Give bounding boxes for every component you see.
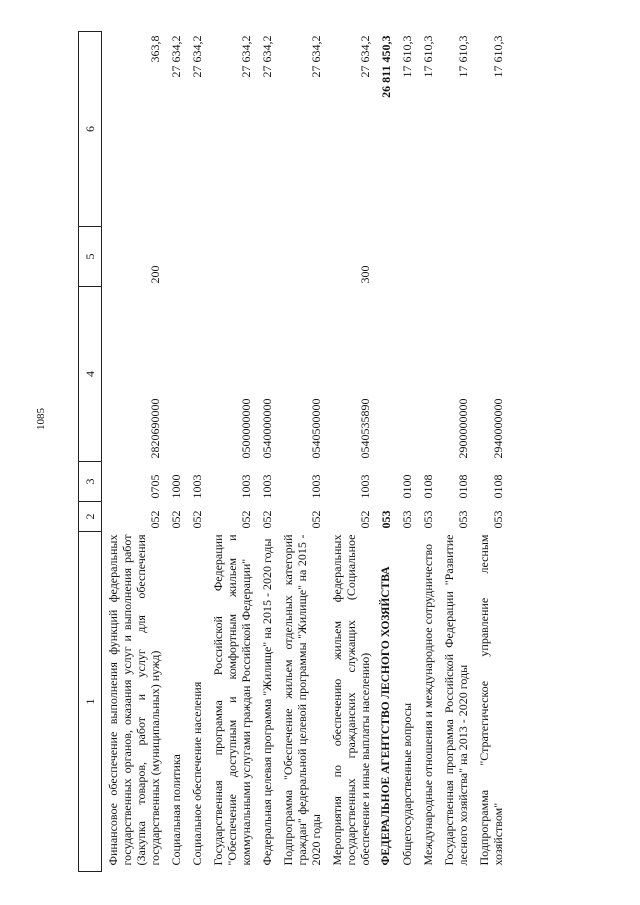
row-section-code <box>375 462 396 502</box>
row-chapter-code: 052 <box>169 510 183 529</box>
row-chapter-code: 052 <box>239 510 253 529</box>
row-amount: 27 634,2 <box>260 35 274 78</box>
row-target-code: 2820690000 <box>148 398 162 459</box>
row-chapter-code: 052 <box>148 510 162 529</box>
row-section-code: 1003 <box>358 474 372 499</box>
row-section-code: 0108 <box>456 474 470 499</box>
table-row <box>256 32 277 872</box>
row-amount: 27 634,2 <box>169 35 183 78</box>
row-target-code: 0540000000 <box>260 398 274 459</box>
row-expense-type <box>277 227 326 287</box>
row-chapter-code: 053 <box>400 510 414 529</box>
row-name: ФЕДЕРАЛЬНОЕ АГЕНТСТВО ЛЕСНОГО ХОЗЯЙСТВА <box>380 566 392 866</box>
row-expense-type: 300 <box>358 265 372 284</box>
row-chapter-code: 053 <box>456 510 470 529</box>
column-header: 2 <box>79 502 102 532</box>
table-row <box>277 32 326 872</box>
row-target-code <box>165 287 186 462</box>
rotated-page <box>78 32 613 872</box>
table-row <box>186 32 207 872</box>
row-chapter-code: 052 <box>260 510 274 529</box>
row-chapter-code: 052 <box>309 510 323 529</box>
row-expense-type <box>396 227 417 287</box>
row-expense-type <box>438 227 473 287</box>
row-name: Социальное обеспечение населения <box>190 681 204 866</box>
row-name: Государственная программа Российской Федерации "Развитие лесного хозяйства" на 2013 - 2020 годы <box>442 534 470 866</box>
row-target-code: 0500000000 <box>239 398 253 459</box>
row-target-code: 0540535890 <box>358 398 372 459</box>
row-expense-type <box>256 227 277 287</box>
row-amount: 27 634,2 <box>358 35 372 78</box>
table-row <box>326 32 375 872</box>
table-body <box>102 32 509 872</box>
row-section-code: 1003 <box>190 474 204 499</box>
row-name: Международные отношения и международное сотрудничество <box>421 543 435 866</box>
row-amount: 17 610,3 <box>456 35 470 78</box>
row-name: Мероприятия по обеспечению жильем федеральных государственных гражданских служащих (Социальное обеспечение и иные выплаты населению) <box>330 534 372 866</box>
row-section-code: 1000 <box>169 474 183 499</box>
row-section-code: 0108 <box>421 474 435 499</box>
row-amount: 17 610,3 <box>421 35 435 78</box>
row-section-code: 1003 <box>260 474 274 499</box>
row-chapter-code: 052 <box>190 510 204 529</box>
table-row <box>417 32 438 872</box>
row-target-code <box>396 287 417 462</box>
row-expense-type <box>417 227 438 287</box>
column-header: 1 <box>79 532 102 872</box>
row-name: Государственная программа Российской Федерации "Обеспечение доступным и комфортным жильем и коммунальными услугами граждан Российской Федерации" <box>211 534 253 866</box>
row-name: Федеральная целевая программа "Жилище" на 2015 - 2020 годы <box>260 538 274 866</box>
table-row <box>375 32 396 872</box>
row-section-code: 0108 <box>491 474 505 499</box>
row-name: Социальная политика <box>169 754 183 866</box>
row-name: Общегосударственные вопросы <box>400 702 414 866</box>
row-amount: 27 634,2 <box>239 35 253 78</box>
row-name: Подпрограмма "Стратегическое управление лесным хозяйством" <box>477 534 505 866</box>
row-name: Подпрограмма "Обеспечение жильем отдельных категорий граждан" федеральной целевой программы "Жилище" на 2015 - 2020 годы <box>281 534 323 866</box>
row-amount: 27 634,2 <box>309 35 323 78</box>
row-amount: 17 610,3 <box>400 35 414 78</box>
row-expense-type <box>165 227 186 287</box>
row-target-code <box>417 287 438 462</box>
row-expense-type: 200 <box>148 265 162 284</box>
row-expense-type <box>186 227 207 287</box>
column-header: 5 <box>79 227 102 287</box>
row-target-code <box>186 287 207 462</box>
table-row <box>438 32 473 872</box>
page-number: 1085 <box>35 408 47 430</box>
row-section-code: 1003 <box>309 474 323 499</box>
column-header: 4 <box>79 287 102 462</box>
row-chapter-code: 053 <box>421 510 435 529</box>
column-header: 6 <box>79 32 102 227</box>
row-chapter-code: 053 <box>491 510 505 529</box>
row-amount: 26 811 450,3 <box>379 35 393 98</box>
row-amount: 27 634,2 <box>190 35 204 78</box>
row-section-code: 0100 <box>400 474 414 499</box>
table-row <box>165 32 186 872</box>
row-expense-type <box>375 227 396 287</box>
row-expense-type <box>473 227 508 287</box>
row-target-code: 2900000000 <box>456 398 470 459</box>
row-chapter-code: 052 <box>358 510 372 529</box>
table-row <box>473 32 508 872</box>
row-amount: 17 610,3 <box>491 35 505 78</box>
row-target-code: 0540500000 <box>309 398 323 459</box>
row-target-code <box>375 287 396 462</box>
row-expense-type <box>207 227 256 287</box>
table-row <box>102 32 166 872</box>
row-section-code: 1003 <box>239 474 253 499</box>
table-row <box>396 32 417 872</box>
column-header: 3 <box>79 462 102 502</box>
row-section-code: 0705 <box>148 474 162 499</box>
row-amount: 363,8 <box>148 35 162 63</box>
budget-table <box>78 31 508 872</box>
row-target-code: 2940000000 <box>491 398 505 459</box>
row-name: Финансовое обеспечение выполнения функций федеральных государственных органов, оказания услуг и выполнения работ (Закупка товаров, работ и услуг для обеспечения государственных (муниципальных) нужд) <box>106 534 162 866</box>
table-row <box>207 32 256 872</box>
header-row <box>79 32 102 872</box>
row-chapter-code: 053 <box>379 510 393 529</box>
